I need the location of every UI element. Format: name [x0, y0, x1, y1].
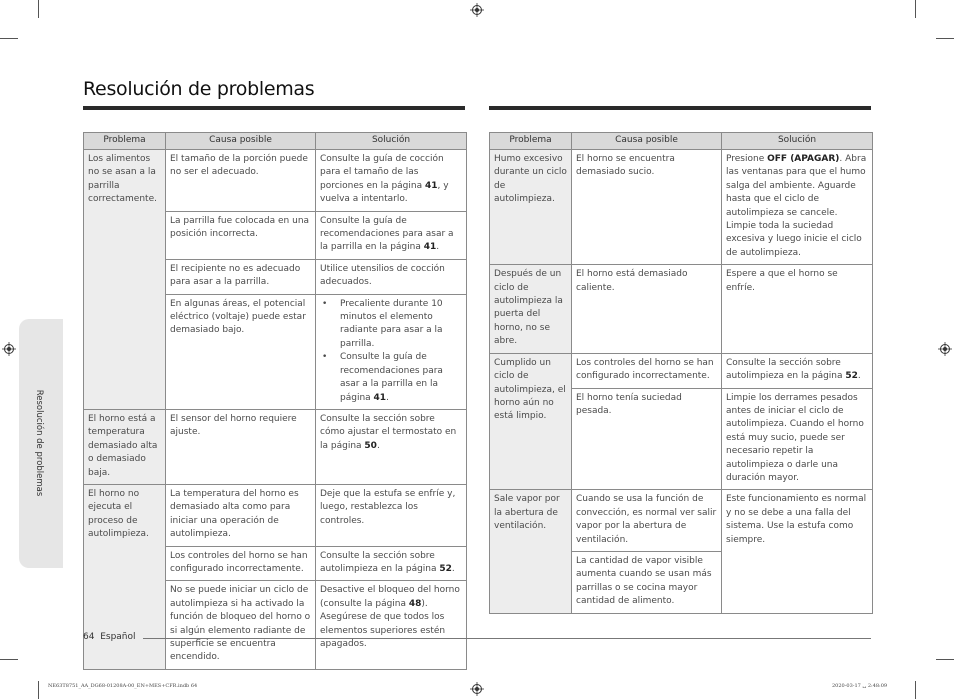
cause-cell: En algunas áreas, el potencial eléctrico (voltaje) puede estar demasiado bajo.: [166, 294, 316, 409]
solution-cell: Consulte la sección sobre autolimpieza en la página 52.: [316, 546, 467, 581]
registration-mark-icon: [938, 342, 952, 356]
solution-bullet-list: [320, 298, 462, 405]
troubleshooting-table-right: [489, 132, 873, 614]
cause-cell: El sensor del horno requiere ajuste.: [166, 409, 316, 484]
title-rule: [83, 106, 465, 110]
crop-mark: [0, 659, 18, 660]
solution-cell: Consulte la guía de recomendaciones para asar a la parrilla en la página 41.: [316, 211, 467, 259]
page-title: Resolución de problemas: [83, 78, 315, 100]
solution-cell: Deje que la estufa se enfríe y, luego, restablezca los controles.: [316, 484, 467, 546]
solution-cell: Desactive el bloqueo del horno (consulte la página 48). Asegúrese de que todos los elementos superiores estén apagados.: [316, 581, 467, 669]
crop-mark: [936, 659, 954, 660]
cause-cell: Los controles del horno se han configurado incorrectamente.: [572, 353, 722, 388]
column-header: Solución: [722, 133, 873, 150]
table-row: [490, 490, 873, 552]
solution-cell: Limpie los derrames pesados antes de iniciar el ciclo de autolimpieza. Cuando el horno está muy sucio, puede ser necesario repetir la autolimpieza o darle una duración mayor.: [722, 388, 873, 490]
table-row: [84, 484, 467, 546]
registration-mark-icon: [2, 342, 16, 356]
table-row: [490, 265, 873, 353]
footer-rule: [143, 638, 871, 639]
solution-cell: Presione OFF (APAGAR). Abra las ventanas para que el humo salga del ambiente. Aguarde hasta que el ciclo de autolimpieza se cancele. Limpie toda la suciedad excesiva y luego inicie el ciclo de autolimpieza.: [722, 150, 873, 265]
cause-cell: La temperatura del horno es demasiado alta como para iniciar una operación de autolimpieza.: [166, 484, 316, 546]
solution-cell: Consulte la guía de cocción para el tamaño de las porciones en la página 41, y vuelva a intentarlo.: [316, 150, 467, 212]
cause-cell: El horno está demasiado caliente.: [572, 265, 722, 353]
table-row: [84, 409, 467, 484]
table-row: [490, 353, 873, 388]
table-row: [84, 150, 467, 212]
cause-cell: El horno se encuentra demasiado sucio.: [572, 150, 722, 265]
cause-cell: Los controles del horno se han configurado incorrectamente.: [166, 546, 316, 581]
problem-cell: El horno está a temperatura demasiado alta o demasiado baja.: [84, 409, 166, 484]
problem-cell: Humo excesivo durante un ciclo de autolimpieza.: [490, 150, 572, 265]
page-footer: [83, 632, 136, 642]
crop-mark: [915, 0, 916, 18]
column-header: Problema: [490, 133, 572, 150]
cause-cell: La cantidad de vapor visible aumenta cuando se usan más parrillas o se cocina mayor cantidad de alimento.: [572, 551, 722, 613]
problem-cell: Después de un ciclo de autolimpieza la puerta del horno, no se abre.: [490, 265, 572, 353]
crop-mark: [915, 681, 916, 699]
page-number: 64: [83, 632, 95, 642]
footer-language: Español: [100, 632, 136, 642]
crop-mark: [38, 0, 39, 18]
title-rule: [489, 106, 871, 110]
solution-cell: Consulte la sección sobre autolimpieza en la página 52.: [722, 353, 873, 388]
column-header: Causa posible: [572, 133, 722, 150]
solution-cell: Este funcionamiento es normal y no se debe a una falla del sistema. Use la estufa como siempre.: [722, 490, 873, 613]
column-header: Solución: [316, 133, 467, 150]
cause-cell: El tamaño de la porción puede no ser el adecuado.: [166, 150, 316, 212]
cause-cell: La parrilla fue colocada en una posición incorrecta.: [166, 211, 316, 259]
table-row: [490, 150, 873, 265]
solution-bullet: • Consulte la guía de recomendaciones para asar a la parrilla en la página 41.: [340, 351, 462, 405]
crop-mark: [936, 38, 954, 39]
problem-cell: El horno no ejecuta el proceso de autolimpieza.: [84, 484, 166, 669]
chapter-side-tab-label: Resolución de problemas: [34, 389, 44, 497]
solution-bullet: • Precaliente durante 10 minutos el elemento radiante para asar a la parrilla.: [340, 298, 462, 352]
solution-cell: Consulte la sección sobre cómo ajustar el termostato en la página 50.: [316, 409, 467, 484]
column-header: Causa posible: [166, 133, 316, 150]
column-header: Problema: [84, 133, 166, 150]
print-slug-left: NE63T8751_AA_DG68-01208A-00_EN+MES+CFR.indb 64: [48, 683, 198, 689]
cause-cell: El horno tenía suciedad pesada.: [572, 388, 722, 490]
cause-cell: No se puede iniciar un ciclo de autolimpieza si ha activado la función de bloqueo del horno o si algún elemento radiante de superficie se encuentra encendido.: [166, 581, 316, 669]
registration-mark-icon: [470, 682, 484, 696]
print-slug-right: 2020-03-17 ␣ 2:48:09: [832, 683, 888, 689]
troubleshooting-table-left: [83, 132, 467, 670]
problem-cell: Cumplido un ciclo de autolimpieza, el horno aún no está limpio.: [490, 353, 572, 490]
solution-cell: [316, 294, 467, 409]
registration-mark-icon: [470, 3, 484, 17]
crop-mark: [0, 38, 18, 39]
crop-mark: [38, 681, 39, 699]
problem-cell: Los alimentos no se asan a la parrilla correctamente.: [84, 150, 166, 410]
solution-cell: Utilice utensilios de cocción adecuados.: [316, 259, 467, 294]
cause-cell: Cuando se usa la función de convección, es normal ver salir vapor por la abertura de ventilación.: [572, 490, 722, 552]
cause-cell: El recipiente no es adecuado para asar a la parrilla.: [166, 259, 316, 294]
problem-cell: Sale vapor por la abertura de ventilación.: [490, 490, 572, 613]
solution-cell: Espere a que el horno se enfríe.: [722, 265, 873, 353]
